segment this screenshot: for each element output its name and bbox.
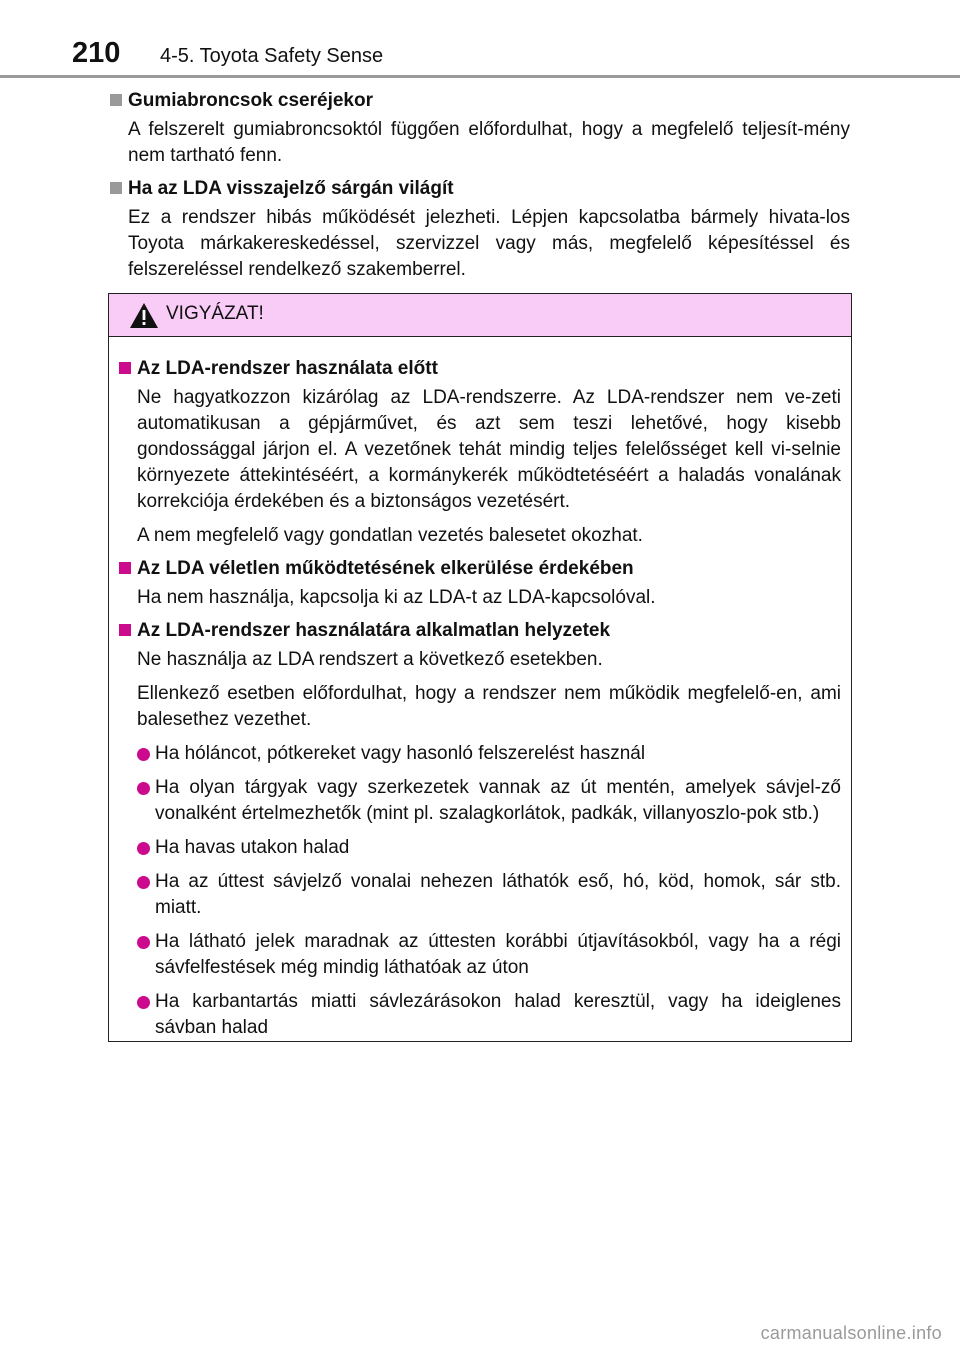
bullet-item — [137, 869, 841, 921]
bullet-text: Ha az úttest sávjelző vonalai nehezen láthatók eső, hó, köd, homok, sár stb. miatt. — [155, 871, 841, 918]
warning-section-heading — [119, 557, 841, 581]
paragraph: Ne hagyatkozzon kizárólag az LDA-rendszerre. Az LDA-rendszer nem ve-zeti automatikusan a gépjárművet, és azt sem teszi lehetővé, hogy kisebb gondossággal járjon el. A vezetőnek tehát mindig teljes felelősséget kell vi-selnie környezete áttekintéséért, a kormánykerék működtetéséért a haladás vonalának korrekciója érdekében és a biztonságos vezetésért. — [137, 387, 841, 512]
paragraph: A nem megfelelő vagy gondatlan vezetés balesetet okozhat. — [137, 525, 643, 546]
paragraph: Ellenkező esetben előfordulhat, hogy a rendszer nem működik megfelelő-en, ami balesethez vezethet. — [137, 683, 841, 730]
section-heading — [110, 177, 850, 201]
warning-box — [108, 293, 852, 1042]
warning-section-heading — [119, 357, 841, 381]
warning-triangle-icon — [129, 302, 159, 329]
watermark: carmanualsonline.info — [760, 1323, 942, 1343]
header-divider — [0, 75, 960, 78]
bullet-text: Ha havas utakon halad — [155, 837, 350, 858]
round-bullet-icon — [137, 996, 150, 1009]
square-bullet-icon — [119, 624, 131, 636]
warning-header — [109, 294, 851, 337]
page-number: 210 — [72, 37, 121, 69]
round-bullet-icon — [137, 782, 150, 795]
heading-text: Az LDA véletlen működtetésének elkerülése érdekében — [137, 558, 634, 579]
square-bullet-icon — [110, 182, 122, 194]
warning-body — [109, 337, 851, 1041]
square-bullet-icon — [110, 94, 122, 106]
bullet-item — [137, 741, 841, 767]
bullet-item — [137, 929, 841, 981]
round-bullet-icon — [137, 936, 150, 949]
bullet-item — [137, 775, 841, 827]
heading-text: Gumiabroncsok cseréjekor — [128, 90, 373, 111]
top-content — [110, 89, 850, 291]
square-bullet-icon — [119, 562, 131, 574]
section-title: 4-5. Toyota Safety Sense — [160, 45, 384, 67]
heading-text: Az LDA-rendszer használatára alkalmatlan helyzetek — [137, 620, 611, 641]
heading-text: Ha az LDA visszajelző sárgán világít — [128, 178, 454, 199]
paragraph: Ne használja az LDA rendszert a következő esetekben. — [137, 649, 603, 670]
bullet-text: Ha karbantartás miatti sávlezárásokon halad keresztül, vagy ha ideiglenes sávban halad — [155, 991, 841, 1038]
bullet-text: Ha hóláncot, pótkereket vagy hasonló felszerelést használ — [155, 743, 646, 764]
paragraph: Ha nem használja, kapcsolja ki az LDA-t az LDA-kapcsolóval. — [137, 587, 656, 608]
warning-section-heading — [119, 619, 841, 643]
bullet-item — [137, 835, 841, 861]
square-bullet-icon — [119, 362, 131, 374]
round-bullet-icon — [137, 842, 150, 855]
bullet-item — [137, 989, 841, 1041]
page-header — [0, 0, 960, 80]
heading-text: Az LDA-rendszer használata előtt — [137, 358, 438, 379]
bullet-text: Ha látható jelek maradnak az úttesten korábbi útjavításokból, vagy ha a régi sávfelfestések még mindig láthatóak az úton — [155, 931, 841, 978]
round-bullet-icon — [137, 748, 150, 761]
warning-title: VIGYÁZAT! — [166, 303, 264, 324]
section-heading — [110, 89, 850, 113]
paragraph: A felszerelt gumiabroncsoktól függően előfordulhat, hogy a megfelelő teljesít-mény nem tartható fenn. — [128, 119, 850, 166]
paragraph: Ez a rendszer hibás működését jelezheti. Lépjen kapcsolatba bármely hivata-los Toyota márkakereskedéssel, szervizzel vagy más, megfelelő képesítéssel és felszereléssel rendelkező szakemberrel. — [128, 207, 850, 280]
round-bullet-icon — [137, 876, 150, 889]
bullet-text: Ha olyan tárgyak vagy szerkezetek vannak az út mentén, amelyek sávjel-ző vonalként értelmezhetők (mint pl. szalagkorlátok, padkák, villanyoszlo-pok stb.) — [155, 777, 841, 824]
